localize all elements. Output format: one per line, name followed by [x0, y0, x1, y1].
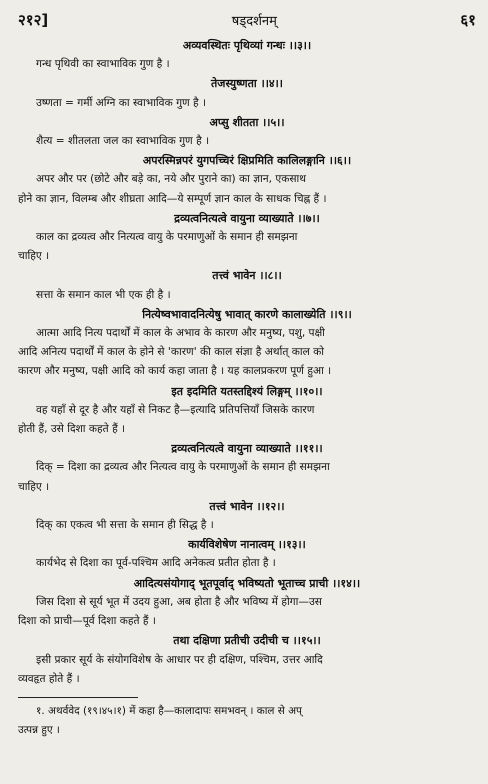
- body-line: अपर और पर (छोटे और बड़े का, नये और पुराने का) का ज्ञान, एकसाथ: [36, 173, 307, 186]
- sutra-line: द्रव्यत्वनित्यत्वे वायुना व्याख्याते ।।११।।: [171, 442, 323, 456]
- body-line: चाहिए ।: [18, 480, 50, 493]
- sutra-line: द्रव्यत्वनित्यत्वे वायुना व्याख्याते ।।७।।: [174, 211, 320, 225]
- sutra-line: अपरस्मिन्नपरं युगपच्चिरं क्षिप्रमिति कालिलङ्गानि ।।६।।: [142, 154, 352, 168]
- body-line: जिस दिशा से सूर्य भूत में उदय हुआ, अब होता है और भविष्य में होगा—उस: [36, 595, 322, 608]
- body-line: वह यहाँ से दूर है और यहाँ से निकट है—इत्यादि प्रतिपत्तियाँ जिसके कारण: [36, 403, 315, 416]
- body-line: इसी प्रकार सूर्य के संयोगविशेष के आधार पर ही दक्षिण, पश्चिम, उत्तर आदि: [36, 653, 323, 666]
- sutra-line: इत इदमिति यतस्तद्दिश्यं लिङ्गम् ।।१०।।: [171, 384, 323, 398]
- page-number-left: २१२]: [18, 11, 49, 29]
- body-line: दिशा को प्राची—पूर्व दिशा कहते हैं ।: [18, 615, 156, 628]
- sutra-line: अप्सु शीतता ।।५।।: [209, 115, 285, 129]
- body-line: व्यवहृत होते हैं ।: [18, 672, 80, 685]
- footnote-line: उत्पन्न हुए ।: [18, 723, 60, 736]
- body-line: आत्मा आदि नित्य पदार्थों में काल के अभाव के कारण और मनुष्य, पशु, पक्षी: [36, 327, 325, 340]
- sutra-line: नित्येष्वभावादनित्येषु भावात् कारणे कालाख्येति ।।९।।: [142, 307, 352, 321]
- footnote-divider: [18, 697, 138, 698]
- body-line: चाहिए ।: [18, 250, 50, 263]
- page-number-right: ६१: [460, 11, 476, 29]
- body-line: सत्ता के समान काल भी एक ही है ।: [36, 288, 171, 301]
- running-title: षड्दर्शनम्: [231, 14, 277, 29]
- body-line: दिक् = दिशा का द्रव्यत्व और नित्यत्व वायु के परमाणुओं के समान ही समझना: [36, 461, 330, 474]
- body-line: उष्णता = गर्मी अग्नि का स्वाभाविक गुण है ।: [36, 96, 207, 109]
- sutra-line: तेजस्युष्णता ।।४।।: [211, 77, 283, 91]
- body-line: होने का ज्ञान, विलम्ब और शीघ्रता आदि—ये सम्पूर्ण ज्ञान काल के साधक चिह्न हैं ।: [18, 192, 327, 205]
- sutra-line: कार्यविशेषेण नानात्वम् ।।१३।।: [188, 538, 306, 552]
- page-header: [18, 10, 476, 36]
- body-line: काल का द्रव्यत्व और नित्यत्व वायु के परमाणुओं के समान ही समझना: [36, 231, 298, 244]
- footnote-line: १. अथर्ववेद (१९।४५।१) में कहा है—कालादापः समभवन् । काल से अप्: [36, 704, 302, 717]
- body-line: होती हैं, उसे दिशा कहते हैं ।: [18, 423, 126, 436]
- body-line: कारण और मनुष्य, पक्षी आदि को कार्य कहा जाता है । यह कालप्रकरण पूर्ण हुआ ।: [18, 365, 332, 378]
- body-text: [18, 36, 476, 689]
- sutra-line: तत्त्वं भावेन ।।१२।।: [209, 499, 285, 513]
- body-line: गन्ध पृथिवी का स्वाभाविक गुण है ।: [36, 58, 170, 71]
- sutra-line: तथा दक्षिणा प्रतीची उदीची च ।।१५।।: [173, 634, 321, 648]
- sutra-line: तत्त्वं भावेन ।।८।।: [212, 269, 282, 283]
- sutra-line: अव्यवस्थितः पृथिव्यां गन्धः ।।३।।: [182, 39, 312, 52]
- body-line: आदि अनित्य पदार्थों में काल के होने से 'कारण' की काल संज्ञा है अर्थात् काल को: [18, 346, 325, 359]
- sutra-line: आदित्यसंयोगाद् भूतपूर्वाद् भविष्यतो भूताच्च प्राची ।।१४।।: [133, 576, 361, 590]
- body-line: दिक् का एकत्व भी सत्ता के समान ही सिद्ध है ।: [36, 519, 214, 532]
- body-line: कार्यभेद से दिशा का पूर्व-पश्चिम आदि अनेकत्व प्रतीत होता है ।: [36, 557, 276, 570]
- body-line: शैत्य = शीतलता जल का स्वाभाविक गुण है ।: [36, 135, 210, 148]
